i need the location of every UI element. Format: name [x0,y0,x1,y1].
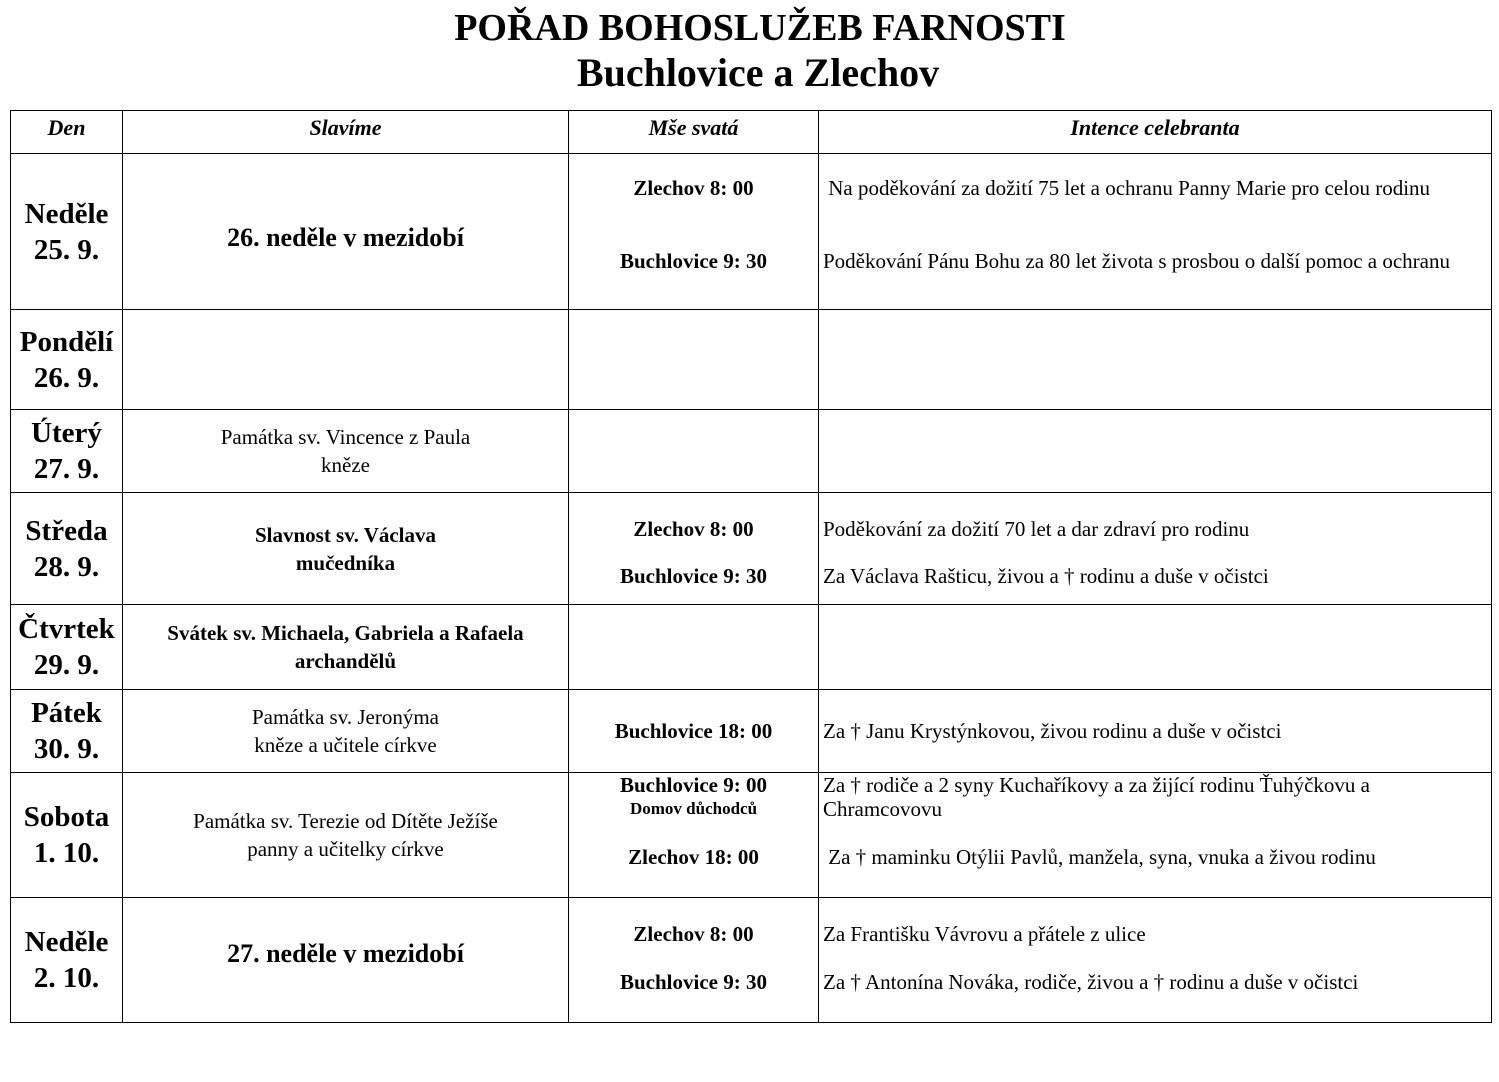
mass-time: Buchlovice 9: 00 [620,773,767,797]
day-cell [11,690,123,773]
table-row [11,310,1492,410]
celebrate-text: Slavnost sv. Václava [254,522,437,547]
mass-location-note: Domov důchodců [629,799,758,818]
celebrate-text: 26. neděle v mezidobí [227,222,464,252]
day-date: 27. 9. [33,453,100,485]
day-cell [11,410,123,493]
day-cell [11,154,123,310]
mass-time: Buchlovice 18: 00 [614,719,773,743]
day-name: Pátek [31,697,102,729]
day-name: Středa [25,514,108,547]
celebrate-text: kněze [321,453,370,477]
celebrate-text: Památka sv. Terezie od Dítěte Ježíše [193,809,498,833]
header-row [11,111,1492,154]
celebrate-cell [123,310,569,410]
celebrate-text: Svátek sv. Michaela, Gabriela a Rafaela [167,621,524,645]
intention-cell [819,773,1492,898]
mass-entry [569,773,818,821]
table-row [11,154,1492,310]
intention-cell [819,605,1492,690]
day-date: 26. 9. [33,361,100,394]
day-cell [11,605,123,690]
celebrate-cell [123,773,569,898]
day-date: 28. 9. [33,550,100,583]
mass-cell [569,154,819,310]
intention-cell [819,898,1492,1023]
intention-text: Poděkování Pánu Bohu za 80 let života s prosbou o další pomoc a ochranu [823,249,1450,273]
table-row [11,690,1492,773]
mass-cell [569,898,819,1023]
day-date: 2. 10. [33,962,100,994]
day-name: Neděle [24,926,109,958]
celebrate-cell [123,154,569,310]
mass-cell [569,410,819,493]
mass-cell [569,605,819,690]
celebrate-cell [123,493,569,605]
intention-cell [819,690,1492,773]
intention-text: Za † maminku Otýlii Pavlů, manžela, syna, vnuka a živou rodinu [823,845,1376,869]
day-name: Pondělí [19,325,114,358]
header-day: Den [11,111,123,154]
table-row [11,410,1492,493]
celebrate-cell [123,690,569,773]
mass-time: Zlechov 8: 00 [633,922,754,946]
mass-time: Zlechov 8: 00 [633,517,754,541]
celebrate-text: panny a učitelky církve [247,837,444,861]
table-row [11,898,1492,1023]
mass-cell [569,773,819,898]
day-cell [11,310,123,410]
intention-text: Poděkování za dožití 70 let a dar zdraví pro rodinu [823,517,1250,541]
mass-cell [569,493,819,605]
mass-time: Buchlovice 9: 30 [620,970,767,994]
header-mass: Mše svatá [569,111,819,154]
day-name: Neděle [24,197,109,230]
day-name: Sobota [23,801,110,833]
intention-cell [819,410,1492,493]
mass-cell [569,310,819,410]
mass-time: Buchlovice 9: 30 [620,249,767,273]
day-cell [11,773,123,898]
day-date: 29. 9. [33,649,100,681]
celebrate-cell [123,898,569,1023]
day-cell [11,493,123,605]
intention-text: Na poděkování za dožití 75 let a ochranu Panny Marie pro celou rodinu [823,176,1431,200]
intention-text: Za Františku Vávrovu a přátele z ulice [823,922,1146,946]
celebrate-text: 27. neděle v mezidobí [227,939,464,968]
celebrate-cell [123,410,569,493]
intention-cell [819,310,1492,410]
intention-text: Za Václava Rašticu, živou a † rodinu a duše v očistci [823,564,1269,588]
celebrate-text: Památka sv. Vincence z Paula [220,425,471,449]
day-cell [11,898,123,1023]
schedule-table [10,110,1492,1023]
day-date: 1. 10. [33,837,100,869]
day-date: 25. 9. [33,233,100,266]
celebrate-text: mučedníka [295,550,396,575]
celebrate-text: kněze a učitele církve [254,733,437,757]
celebrate-cell [123,605,569,690]
header-intention: Intence celebranta [819,111,1492,154]
celebrate-text: archandělů [294,649,397,673]
header-celebrate: Slavíme [123,111,569,154]
mass-time: Zlechov 8: 00 [633,176,754,200]
table-row [11,605,1492,690]
intention-text: Za † Janu Krystýnkovou, živou rodinu a duše v očistci [823,719,1282,743]
day-name: Čtvrtek [18,613,115,645]
day-name: Úterý [31,417,102,449]
page-subtitle: Buchlovice a Zlechov [576,50,940,95]
mass-time: Buchlovice 9: 30 [620,564,767,588]
table-row [11,773,1492,898]
intention-cell [819,493,1492,605]
intention-cell [819,154,1492,310]
mass-time: Zlechov 18: 00 [628,845,759,869]
table-row [11,493,1492,605]
celebrate-text: Památka sv. Jeronýma [251,705,439,729]
intention-text: Za † rodiče a 2 syny Kuchaříkovy a za žijící rodinu Ťuhýčkovu a Chramcovovu [823,773,1370,821]
page-title: POŘAD BOHOSLUŽEB FARNOSTI [454,7,1066,49]
intention-text: Za † Antonína Nováka, rodiče, živou a † rodinu a duše v očistci [823,970,1359,994]
day-date: 30. 9. [33,733,100,765]
mass-cell [569,690,819,773]
